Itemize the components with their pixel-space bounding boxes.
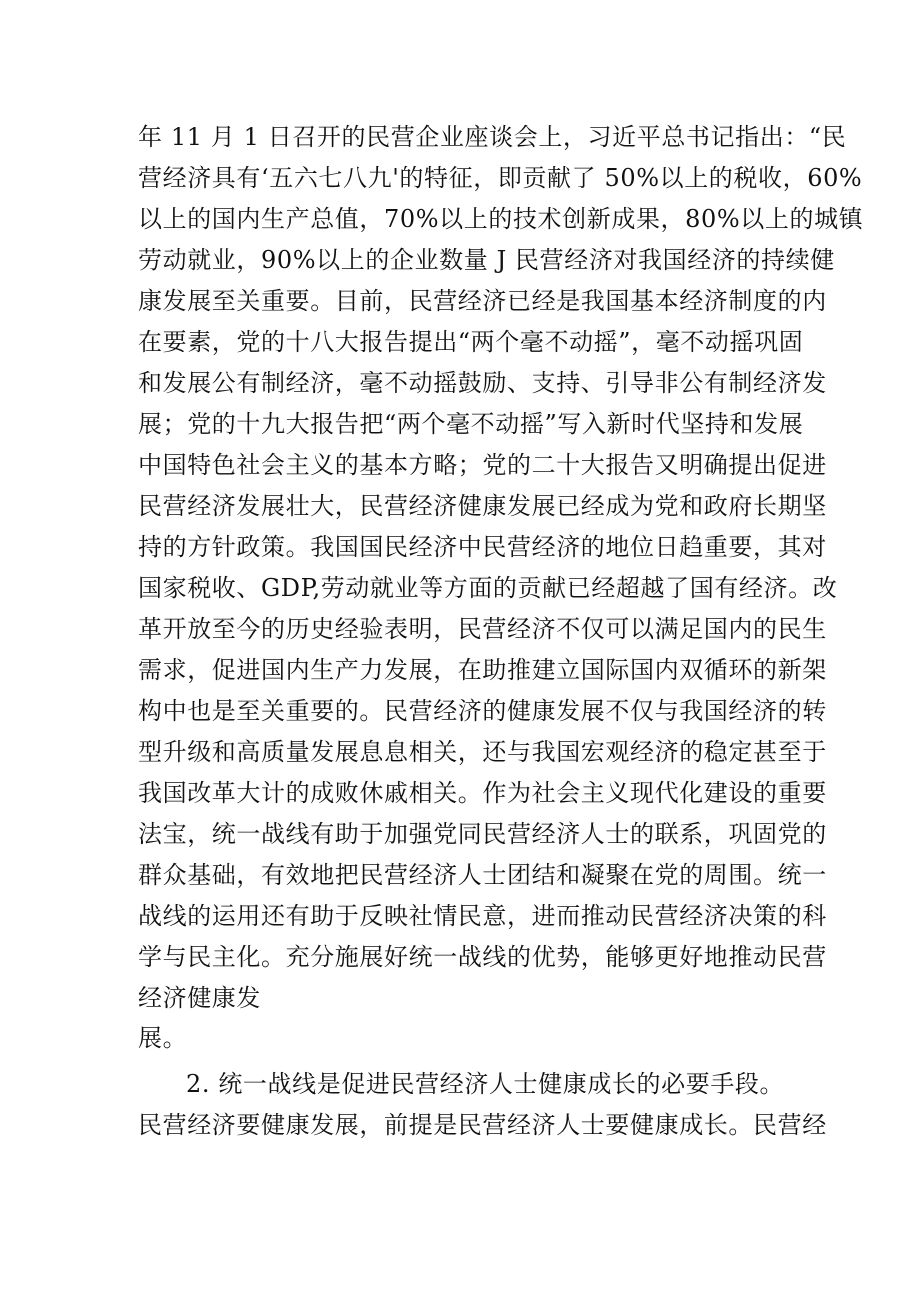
text-line: 构中也是至关重要的。民营经济的健康发展不仅与我国经济的转 [138, 697, 827, 725]
text-line: 展。 [138, 1024, 188, 1052]
text-line: 在要素，党的十八大报告提出“两个毫不动摇”，毫不动摇巩固 [138, 328, 804, 356]
text-line: 和发展公有制经济，毫不动摇鼓励、支持、引导非公有制经济发 [138, 369, 827, 397]
text-line: 经济健康发 [138, 984, 261, 1012]
section-heading: 2. 统一战线是促进民营经济人士健康成长的必要手段。 [186, 1070, 785, 1098]
text-line: 学与民主化。充分施展好统一战线的优势，能够更好地推动民营 [138, 943, 827, 971]
text-line: 需求，促进国内生产力发展，在助推建立国际国内双循环的新架 [138, 656, 827, 684]
text-line: 法宝，统一战线有助于加强党同民营经济人士的联系，巩固党的 [138, 820, 827, 848]
text-line: 革开放至今的历史经验表明，民营经济不仅可以满足国内的民生 [138, 615, 827, 643]
text-line: 劳动就业，90%以上的企业数量 J 民营经济对我国经济的持续健 [138, 246, 835, 274]
text-line: 中国特色社会主义的基本方略；党的二十大报告又明确提出促进 [138, 451, 827, 479]
text-line: 以上的国内生产总值，70%以上的技术创新成果，80%以上的城镇 [138, 205, 864, 233]
text-line: 群众基础，有效地把民营经济人士团结和凝聚在党的周围。统一 [138, 861, 827, 889]
text-line: 营经济具有‘五六七八九'的特征，即贡献了 50%以上的税收，60% [138, 164, 863, 192]
text-line: 国家税收、GDP,劳动就业等方面的贡献已经超越了国有经济。改 [138, 574, 838, 602]
text-line: 持的方针政策。我国国民经济中民营经济的地位日趋重要，其对 [138, 533, 827, 561]
text-line: 年 11 月 1 日召开的民营企业座谈会上，习近平总书记指出：“民 [138, 123, 847, 151]
text-line: 展；党的十九大报告把“两个毫不动摇”写入新时代坚持和发展 [138, 410, 804, 438]
text-line: 我国改革大计的成败休戚相关。作为社会主义现代化建设的重要 [138, 779, 827, 807]
text-line: 型升级和高质量发展息息相关，还与我国宏观经济的稳定甚至于 [138, 738, 827, 766]
text-line: 康发展至关重要。目前，民营经济已经是我国基本经济制度的内 [138, 287, 827, 315]
text-line: 民营经济要健康发展，前提是民营经济人士要健康成长。民营经 [138, 1111, 827, 1139]
text-line: 民营经济发展壮大，民营经济健康发展已经成为党和政府长期坚 [138, 492, 827, 520]
text-line: 战线的运用还有助于反映社情民意，进而推动民营经济决策的科 [138, 902, 827, 930]
